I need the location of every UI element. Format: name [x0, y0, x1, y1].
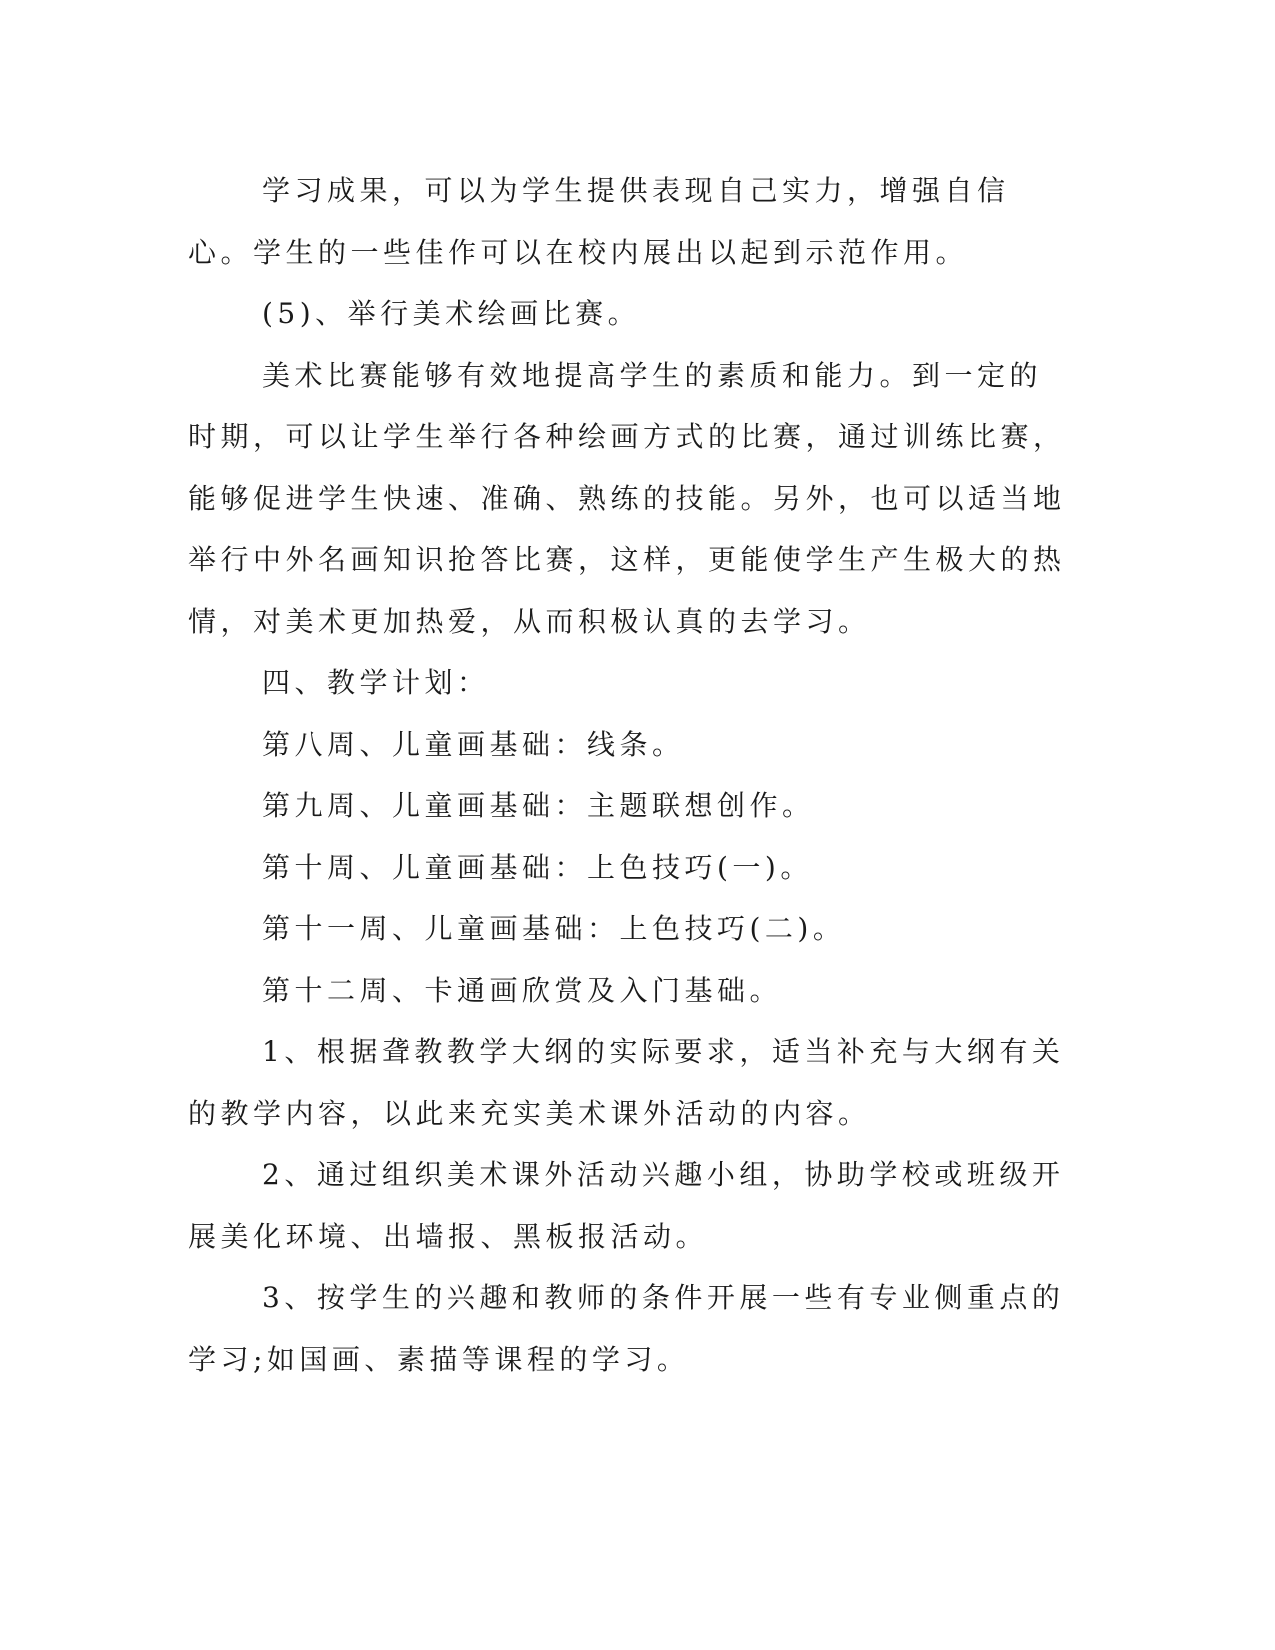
plan-item-week-10: 第十周、儿童画基础：上色技巧(一)。	[262, 850, 813, 884]
list-item-3: 3、按学生的兴趣和教师的条件开展一些有专业侧重点的学习;如国画、素描等课程的学习。	[188, 1281, 1065, 1376]
paragraph-heading-art-contest: (5)、举行美术绘画比赛。	[262, 297, 641, 330]
list-item-2: 2、通过组织美术课外活动兴趣小组，协助学校或班级开展美化环境、出墙报、黑板报活动。	[188, 1158, 1065, 1253]
plan-item-week-11: 第十一周、儿童画基础：上色技巧(二)。	[262, 912, 846, 945]
paragraph-art-contest: 美术比赛能够有效地提高学生的素质和能力。到一定的时期，可以让学生举行各种绘画方式的比赛，通过训练比赛，能够促进学生快速、准确、熟练的技能。另外，也可以适当地举行中外名画知识抢答比赛，这样，更能使学生产生极大的热情，对美术更加热爱，从而积极认真的去学习。	[188, 358, 1066, 638]
plan-item-week-9: 第九周、儿童画基础：主题联想创作。	[262, 789, 815, 822]
paragraph-learning-results: 学习成果，可以为学生提供表现自己实力，增强自信心。学生的一些佳作可以在校内展出以起到示范作用。	[188, 174, 1010, 269]
plan-item-week-12: 第十二周、卡通画欣赏及入门基础。	[262, 973, 783, 1007]
section-heading-teaching-plan: 四、教学计划：	[262, 666, 490, 699]
plan-item-week-8: 第八周、儿童画基础：线条。	[262, 727, 685, 761]
list-item-1: 1、根据聋教教学大纲的实际要求，适当补充与大纲有关的教学内容，以此来充实美术课外活动的内容。	[188, 1035, 1065, 1130]
document-body	[188, 160, 1068, 1390]
